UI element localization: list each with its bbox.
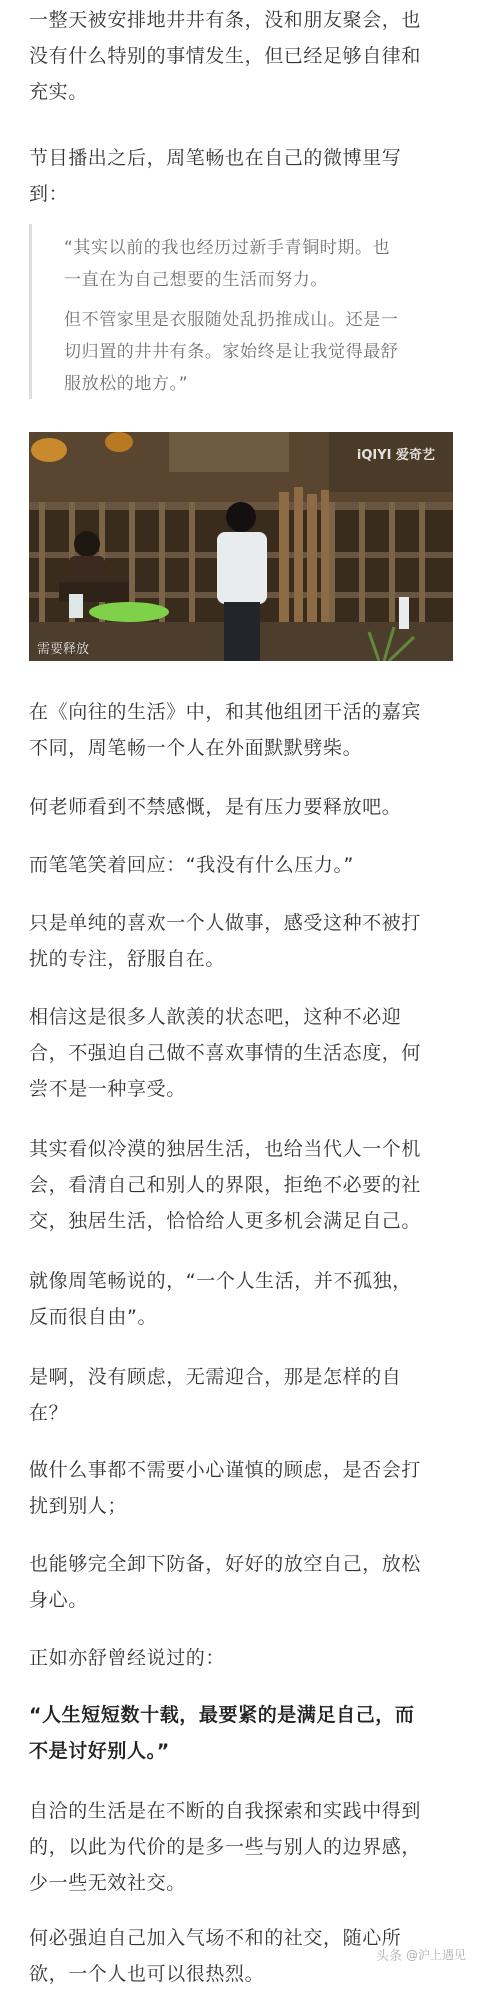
paragraph: 节目播出之后，周笔畅也在自己的微博里写 到： — [29, 147, 402, 205]
paragraph: 在《向往的生活》中，和其他组团干活的嘉宾 不同，周笔畅一个人在外面默默劈柴。 — [29, 701, 422, 759]
paragraph: 是啊，没有顾虑，无需迎合，那是怎样的自 在？ — [29, 1366, 402, 1424]
source-watermark — [376, 1945, 466, 1964]
article-photo[interactable] — [29, 432, 453, 661]
quote-paragraph: “其实以前的我也经历过新手青铜时期。也 一直在为自己想要的生活而努力。 — [64, 238, 391, 290]
paragraph: 其实看似冷漠的独居生活，也给当代人一个机 会，看清自己和别人的界限，拒绝不必要的社 交，独居生活，恰恰给人更多机会满足自己。 — [29, 1138, 422, 1232]
paragraph: 正如亦舒曾经说过的： — [29, 1647, 226, 1669]
paragraph: 自洽的生活是在不断的自我探索和实践中得到 的，以此为代价的是多一些与别人的边界感， 少一些无效社交。 — [29, 1800, 422, 1894]
paragraph: 一整天被安排地井井有条，没和朋友聚会，也 没有什么特别的事情发生，但已经足够自律和 充实。 — [29, 9, 422, 103]
paragraph: 就像周笔畅说的，“一个人生活，并不孤独， 反而很自由”。 — [29, 1270, 412, 1328]
quote-paragraph: 但不管家里是衣服随处乱扔推成山。还是一 切归置的井井有条。家始终是让我觉得最舒 服放松的地方。” — [64, 310, 399, 394]
video-logo-watermark: iQIYI 爱奇艺 — [356, 448, 435, 463]
paragraph: 而笔笔笑着回应：“我没有什么压力。” — [29, 854, 354, 876]
source-logo: 头条 — [375, 1949, 402, 1964]
paragraph: 何必强迫自己加入气场不和的社交，随心所 欲，一个人也可以很热烈。 — [29, 1927, 402, 1985]
paragraph: 只是单纯的喜欢一个人做事，感受这种不被打 扰的专注，舒服自在。 — [29, 912, 422, 970]
paragraph: 何老师看到不禁感慨，是有压力要释放吧。 — [29, 796, 402, 818]
paragraph: 也能够完全卸下防备，好好的放空自己，放松 身心。 — [29, 1553, 422, 1611]
blockquote — [29, 224, 456, 399]
highlight-quote: “人生短短数十载，最要紧的是满足自己，而 不是讨好别人。” — [29, 1704, 415, 1762]
video-caption: 需要释放 — [37, 642, 90, 657]
paragraph: 相信这是很多人歆羡的状态吧，这种不必迎 合，不强迫自己做不喜欢事情的生活态度，何 尝不是一种享受。 — [29, 1006, 422, 1100]
paragraph: 做什么事都不需要小心谨慎的顾虑，是否会打 扰到别人； — [29, 1459, 422, 1517]
author-handle: @沪上遇见 — [405, 1948, 466, 1962]
photo-scene — [29, 432, 453, 661]
